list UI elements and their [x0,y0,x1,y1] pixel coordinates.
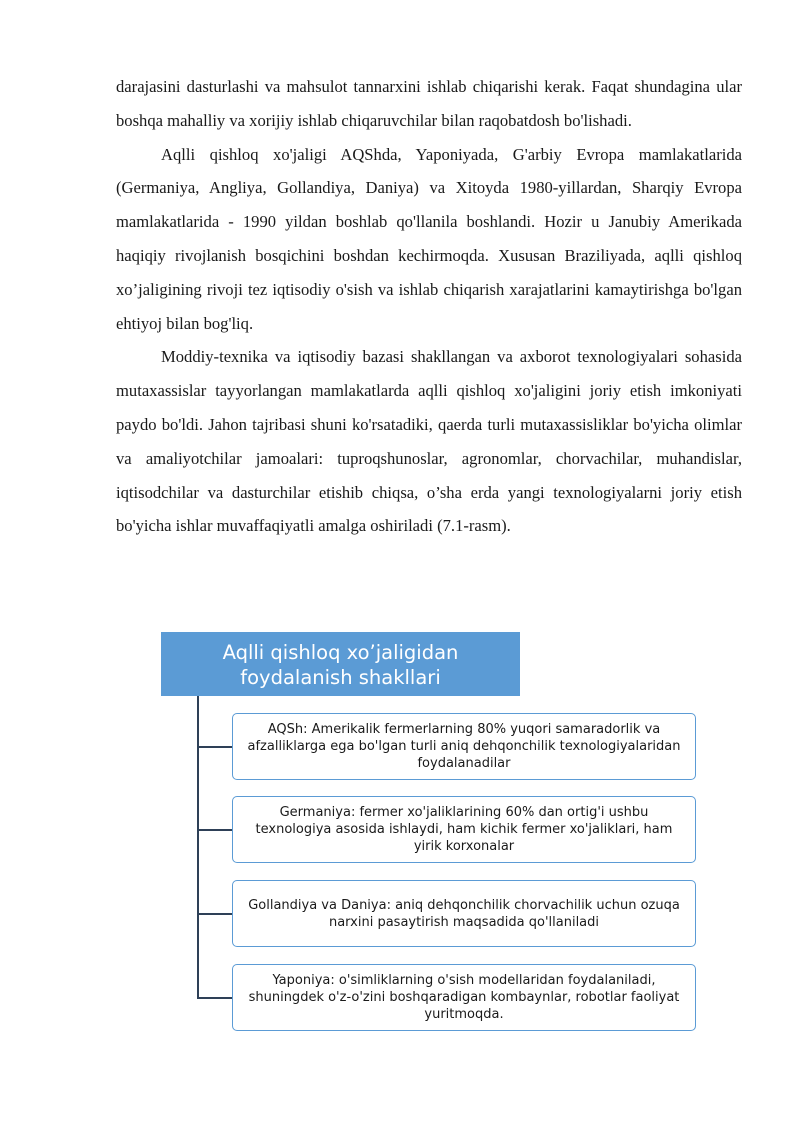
diagram-box-netherlands-denmark [232,880,696,947]
diagram-box-usa-text: AQSh: Amerikalik fermerlarning 80% yuqori samaradorlik va afzalliklarga ega bo'lgan turli aniq dehqonchilik texnologiyalaridan foydalanadilar [247,722,681,771]
connector-branch-3 [197,913,232,915]
diagram-box-japan [232,964,696,1031]
connector-branch-4 [197,997,232,999]
paragraph-2: Aqlli qishloq xo'jaligi AQShda, Yaponiyada, G'arbiy Evropa mamlakatlarida (Germaniya, Angliya, Gollandiya, Daniya) va Xitoyda 1980-yillardan, Sharqiy Evropa mamlakatlarida - 1990 yildan boshlab qo'llanila boshlandi. Hozir u Janubiy Amerikada haqiqiy rivojlanish bosqichini boshdan kechirmoqda. Xususan Braziliyada, aqlli qishloq xo’jaligining rivoji tez iqtisodiy o'sish va ishlab chiqarish xarajatlarini kamaytirishga bo'lgan ehtiyoj bilan bog'liq. [116,144,742,333]
diagram-box-germany-text: Germaniya: fermer xo'jaliklarining 60% dan ortig'i ushbu texnologiya asosida ishlaydi, ham kichik fermer xo'jaliklari, ham yirik korxonalar [255,805,673,854]
connector-branch-1 [197,746,232,748]
connector-vertical [197,696,199,998]
diagram-title: Aqlli qishloq xo’jaligidan foydalanish shakllari [161,632,520,696]
diagram-box-usa [232,713,696,780]
diagram-box-netherlands-denmark-text: Gollandiya va Daniya: aniq dehqonchilik chorvachilik uchun ozuqa narxini pasaytirish maqsadida qo'llaniladi [248,897,680,930]
paragraph-1: darajasini dasturlashi va mahsulot tannarxini ishlab chiqarishi kerak. Faqat shundagina ular boshqa mahalliy va xorijiy ishlab chiqaruvchilar bilan raqobatdosh bo'lishadi. [116,77,742,130]
diagram-box-germany [232,796,696,863]
connector-branch-2 [197,829,232,831]
diagram-box-japan-text: Yaponiya: o'simliklarning o'sish modellaridan foydalaniladi, shuningdek o'z-o'zini boshqaradigan kombaynlar, robotlar faoliyat yuritmoqda. [248,973,680,1022]
paragraph-3: Moddiy-texnika va iqtisodiy bazasi shakllangan va axborot texnologiyalari sohasida mutaxassislar tayyorlangan mamlakatlarda aqlli qishloq xo'jaligini joriy etish imkoniyati paydo bo'ldi. Jahon tajribasi shuni ko'rsatadiki, qaerda turli mutaxassisliklar bo'yicha olimlar va amaliyotchilar jamoalari: tuproqshunoslar, agronomlar, chorvachilar, muhandislar, iqtisodchilar va dasturchilar etishib chiqsa, o’sha erda yangi texnologiyalarni joriy etish bo'yicha ishlar muvaffaqiyatli amalga oshiriladi (7.1-rasm). [116,347,742,536]
